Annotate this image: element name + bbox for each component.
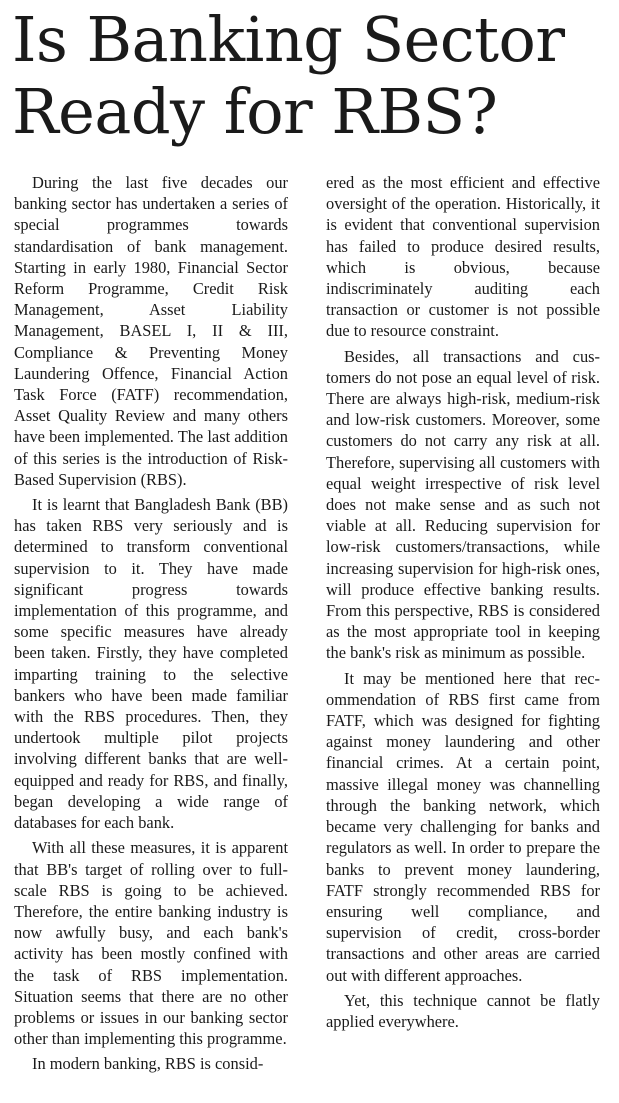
right-text-column bbox=[326, 172, 600, 1032]
left-text-column bbox=[14, 172, 288, 1075]
paragraph-intro: During the last five decades our banking sector has undertaken a series of special programmes towards standardisation of bank management. Starting in early 1980, Financial Sector Reform Programme, Credit Risk Management, Asset Liability Management, BASEL I, II & III, Compliance & Preventing Money Laundering Offence, Financial Action Task Force (FATF) recommendation, Asset Quality Review and many others have been implemented. The last addition of this series is the introduction of Risk-Based Supervision (RBS). bbox=[14, 173, 288, 489]
paragraph-modern-banking-continued: ered as the most efficient and effective oversight of the operation. Historically, it is evident that conventional supervision has failed to produce desired results, which is obvious, because indiscriminately auditing each transaction or customer is not possible due to resource constraint. bbox=[326, 173, 600, 341]
paragraph-industry-busy: With all these measures, it is apparent that BB's target of rolling over to full-scale RBS is going to be achieved. Therefore, the entire banking industry is now awfully busy, and each bank's activity has been mostly confined with the task of RBS implementation. Situation seems that there are no other problems or issues in our banking sector other than implementing this programme. bbox=[14, 838, 288, 1049]
headline-line-2: Ready for RBS? bbox=[12, 75, 498, 148]
paragraph-closing: Yet, this technique cannot be flatly applied everywhere. bbox=[326, 990, 600, 1031]
paragraph-modern-banking-start: In modern banking, RBS is consid- bbox=[32, 1054, 264, 1074]
paragraph-bb-progress: It is learnt that Bangladesh Bank (BB) has taken RBS very seriously and is determined to transform conventional supervision to it. They have made significant progress towards implementation of this programme, and some specific measures have already been taken. Firstly, they have completed imparting training to the selective bankers who have been made familiar with the RBS procedures. Then, they undertook multiple pilot projects involving different banks that are well-equipped and ready for RBS, and finally, began developing a wide range of databases for each bank. bbox=[14, 495, 288, 833]
headline-line-1: Is Banking Sector bbox=[12, 3, 565, 76]
article-headline bbox=[12, 4, 612, 148]
paragraph-risk-levels: Besides, all transactions and customers do not pose an equal level of risk. There are always high-risk, medium-risk and low-risk customers. Moreover, some customers do not carry any risk at all. Therefore, supervising all customers with equal weight irrespective of risk level does not make sense and as such not viable at all. Reducing supervision for low-risk customers/transactions, while increasing supervision for high-risk ones, will produce effective banking results. From this perspective, RBS is considered as the most appropriate tool in keeping the bank's risk as minimum as possible. bbox=[326, 346, 600, 663]
paragraph-fatf-recommendation: It may be mentioned here that recommendation of RBS first came from FATF, which was designed for fighting against money laundering and other financial crimes. At a certain point, massive illegal money was channelling through the banking network, which became very challenging for banks and regulators as well. In order to prepare the banks to prevent money laundering, FATF strongly recommended RBS for ensuring well compliance, and supervision of credit, cross-border transactions and other areas are carried out with different approaches. bbox=[326, 668, 600, 985]
